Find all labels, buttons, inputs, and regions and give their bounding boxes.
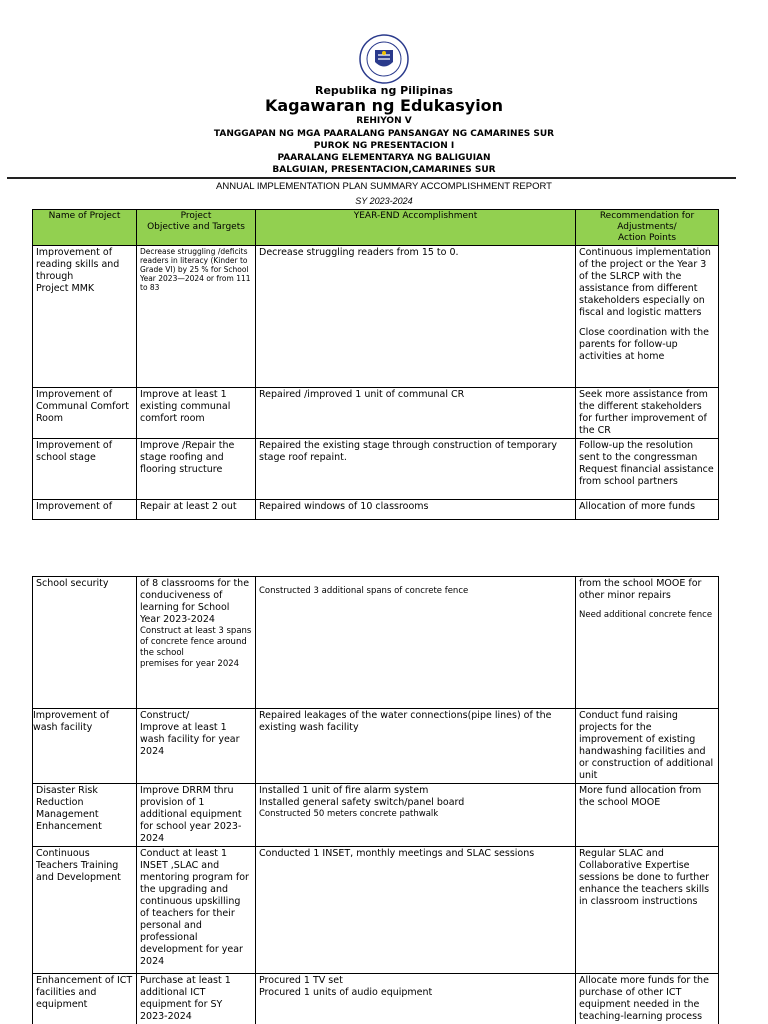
header-recommendation: Recommendation for Adjustments/ Action Points bbox=[576, 210, 719, 246]
district-line: PUROK NG PRESENTACION I bbox=[313, 141, 455, 151]
recommendation-text: Close coordination with the parents for follow-up activities at home bbox=[579, 327, 709, 362]
cell-accomplishment: Repaired the existing stage through construction of temporary stage roof repaint. bbox=[256, 439, 576, 500]
cell-accomplishment: Repaired windows of 10 classrooms bbox=[256, 500, 576, 520]
accomplishment-text: Constructed 50 meters concrete pathwalk bbox=[259, 809, 439, 819]
cell-objective: Improve /Repair the stage roofing and flooring structure bbox=[137, 439, 256, 500]
cell-accomplishment: Repaired leakages of the water connections(pipe lines) of the existing wash facility bbox=[256, 709, 576, 784]
cell-project: Disaster Risk Reduction Management Enhancement bbox=[33, 784, 137, 847]
cell-accomplishment: Conducted 1 INSET, monthly meetings and SLAC sessions bbox=[256, 847, 576, 974]
accomplishment-text: Installed 1 unit of fire alarm system Installed general safety switch/panel board bbox=[259, 785, 465, 808]
report-title: ANNUAL IMPLEMENTATION PLAN SUMMARY ACCOMPLISHMENT REPORT bbox=[216, 181, 552, 192]
objective-text: Construct at least 3 spans of concrete fence around the school premises for year 2024 bbox=[140, 626, 252, 669]
recommendation-text: from the school MOOE for other minor repairs bbox=[579, 578, 702, 601]
division-line: TANGGAPAN NG MGA PAARALANG PANSANGAY NG CAMARINES SUR bbox=[213, 129, 555, 139]
cell-project: Improvement of school stage bbox=[33, 439, 137, 500]
cell-project: Enhancement of ICT facilities and equipment bbox=[33, 974, 137, 1024]
cell-project: Improvement of Communal Comfort Room bbox=[33, 388, 137, 439]
cell-accomplishment: Decrease struggling readers from 15 to 0. bbox=[256, 246, 576, 388]
table-row bbox=[33, 246, 719, 388]
address-line: BALGUIAN, PRESENTACION,CAMARINES SUR bbox=[272, 165, 496, 175]
cell-recommendation: Conduct fund raising projects for the improvement of existing handwashing facilities and or construction of additional unit bbox=[576, 709, 719, 784]
cell-recommendation: Seek more assistance from the different stakeholders for further improvement of the CR bbox=[576, 388, 719, 439]
cell-accomplishment: Procured 1 TV set Procured 1 units of audio equipment bbox=[256, 974, 576, 1024]
cell-objective: Purchase at least 1 additional ICT equipment for SY 2023-2024 bbox=[137, 974, 256, 1024]
table-row bbox=[33, 974, 719, 1024]
deped-seal-logo bbox=[359, 34, 409, 84]
school-year: SY 2023-2024 bbox=[355, 196, 413, 206]
table-row bbox=[33, 577, 719, 709]
table-row bbox=[33, 709, 719, 784]
cell-objective: Construct/ Improve at least 1 wash facility for year 2024 bbox=[137, 709, 256, 784]
region-line: REHIYON V bbox=[356, 116, 412, 126]
cell-recommendation: Follow-up the resolution sent to the congressman Request financial assistance from school partners bbox=[576, 439, 719, 500]
recommendation-text: Continuous implementation of the project or the Year 3 of the SLRCP with the assistance from different stakeholders especially on fiscal and logistic matters bbox=[579, 247, 711, 318]
objective-text: of 8 classrooms for the conduciveness of learning for School Year 2023-2024 bbox=[140, 578, 250, 625]
cell-project: School security bbox=[33, 577, 137, 709]
table-header-row bbox=[33, 210, 719, 246]
table-row bbox=[33, 784, 719, 847]
cell-objective: Conduct at least 1 INSET ,SLAC and mentoring program for the upgrading and continuous upskilling of teachers for their personal and professional development for year 2024 bbox=[137, 847, 256, 974]
cell-objective: Improve DRRM thru provision of 1 additional equipment for school year 2023- 2024 bbox=[137, 784, 256, 847]
header-divider bbox=[7, 177, 736, 179]
cell-recommendation bbox=[576, 577, 719, 709]
header-project: Name of Project bbox=[33, 210, 137, 246]
cell-objective: Decrease struggling /deficits readers in literacy (Kinder to Grade VI) by 25 % for School Year 2023—2024 or from 111 to 83 bbox=[137, 246, 256, 388]
cell-recommendation: Regular SLAC and Collaborative Expertise sessions be done to further enhance the teachers skills in classroom instructions bbox=[576, 847, 719, 974]
republic-line: Republika ng Pilipinas bbox=[315, 84, 453, 97]
cell-recommendation: Allocation of more funds bbox=[576, 500, 719, 520]
cell-accomplishment: Constructed 3 additional spans of concrete fence bbox=[256, 577, 576, 709]
cell-objective: Improve at least 1 existing communal comfort room bbox=[137, 388, 256, 439]
cell-accomplishment: Repaired /improved 1 unit of communal CR bbox=[256, 388, 576, 439]
cell-project: Improvement of wash facility bbox=[33, 709, 137, 784]
cell-objective: Repair at least 2 out bbox=[137, 500, 256, 520]
department-name: Kagawaran ng Edukasyion bbox=[264, 96, 504, 115]
table-row bbox=[33, 847, 719, 974]
school-line: PAARALANG ELEMENTARYA NG BALIGUIAN bbox=[277, 153, 491, 163]
cell-project: Improvement of bbox=[33, 500, 137, 520]
cell-project: Continuous Teachers Training and Development bbox=[33, 847, 137, 974]
cell-objective bbox=[137, 577, 256, 709]
accomplishment-table-page1 bbox=[32, 209, 719, 520]
header-accomplishment: YEAR-END Accomplishment bbox=[256, 210, 576, 246]
accomplishment-table-page2 bbox=[32, 576, 719, 1024]
table-row bbox=[33, 500, 719, 520]
recommendation-text: Need additional concrete fence bbox=[579, 610, 713, 620]
cell-project: Improvement of reading skills and through Project MMK bbox=[33, 246, 137, 388]
cell-accomplishment bbox=[256, 784, 576, 847]
table-row bbox=[33, 439, 719, 500]
cell-recommendation bbox=[576, 246, 719, 388]
header-objective: Project Objective and Targets bbox=[137, 210, 256, 246]
cell-recommendation: More fund allocation from the school MOOE bbox=[576, 784, 719, 847]
table-row bbox=[33, 388, 719, 439]
cell-recommendation: Allocate more funds for the purchase of other ICT equipment needed in the teaching-learning process bbox=[576, 974, 719, 1024]
